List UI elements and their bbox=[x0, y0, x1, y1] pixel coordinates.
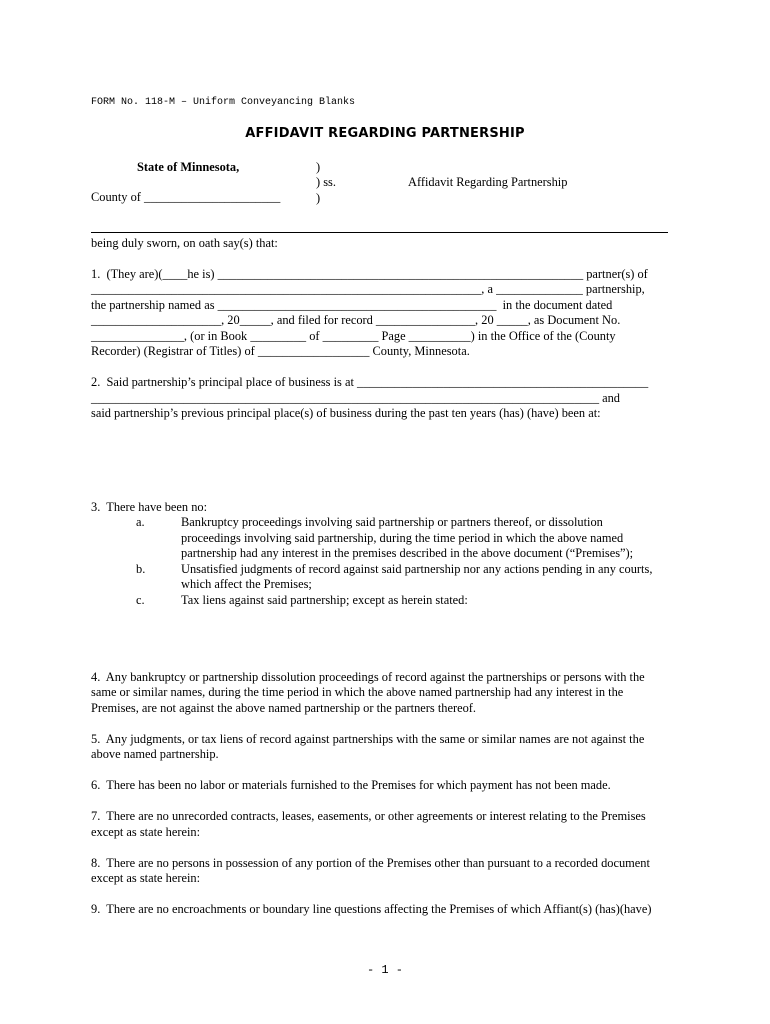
form-number-header: FORM No. 118-M – Uniform Conveyancing Blanks bbox=[91, 97, 356, 108]
para6-line1: 6. There has been no labor or materials furnished to the Premises for which payment has not been made. bbox=[91, 778, 611, 792]
para7-line1: 7. There are no unrecorded contracts, leases, easements, or other agreements or interest relating to the Premises bbox=[91, 809, 646, 823]
venue-paren-ss: ) ss. bbox=[316, 175, 336, 189]
para7-line2: except as state herein: bbox=[91, 825, 201, 839]
para2-line2[interactable]: __________________________________________________________________________________ and bbox=[91, 391, 621, 405]
affiant-name-line[interactable] bbox=[91, 232, 668, 233]
venue-county-field[interactable]: County of ______________________ bbox=[91, 190, 281, 204]
para1-line6[interactable]: Recorder) (Registrar of Titles) of __________________ County, Minnesota. bbox=[91, 344, 470, 358]
para3-item-b-letter: b. bbox=[136, 562, 146, 576]
para2-line1[interactable]: 2. Said partnership’s principal place of business is at _______________________________________________ bbox=[91, 375, 649, 389]
para8-line2: except as state herein: bbox=[91, 871, 201, 885]
para5-line1: 5. Any judgments, or tax liens of record against partnerships with the same or similar names are not against the bbox=[91, 732, 645, 746]
para3-item-b-line2: which affect the Premises; bbox=[181, 577, 312, 591]
page-number: - 1 - bbox=[366, 963, 403, 977]
sworn-statement: being duly sworn, on oath say(s) that: bbox=[91, 236, 278, 250]
para1-line1[interactable]: 1. (They are)(____he is) ___________________________________________________________ partner(s) of bbox=[91, 267, 648, 281]
para9-line1: 9. There are no encroachments or boundary line questions affecting the Premises of which Affiant(s) (has)(have) bbox=[91, 902, 652, 916]
para3-intro: 3. There have been no: bbox=[91, 500, 208, 514]
para1-line2[interactable]: _______________________________________________________________, a ______________ partnership, bbox=[91, 282, 645, 296]
para3-item-a-letter: a. bbox=[136, 515, 145, 529]
para5-line2: above named partnership. bbox=[91, 747, 219, 761]
para8-line1: 8. There are no persons in possession of any portion of the Premises other than pursuant to a recorded document bbox=[91, 856, 650, 870]
para2-line3: said partnership’s previous principal place(s) of business during the past ten years (has) (have) been at: bbox=[91, 406, 601, 420]
para3-item-a-line1: Bankruptcy proceedings involving said partnership or partners thereof, or dissolution bbox=[181, 515, 603, 529]
para4-line1: 4. Any bankruptcy or partnership dissolution proceedings of record against the partnerships or persons with the bbox=[91, 670, 645, 684]
venue-paren-1: ) bbox=[316, 160, 321, 174]
venue-paren-3: ) bbox=[316, 191, 321, 205]
para3-item-c-line1: Tax liens against said partnership; except as herein stated: bbox=[181, 593, 468, 607]
venue-state: State of Minnesota, bbox=[137, 160, 240, 174]
para4-line2: same or similar names, during the time period in which the above named partnership had any interest in the bbox=[91, 685, 624, 699]
document-title: AFFIDAVIT REGARDING PARTNERSHIP bbox=[245, 126, 525, 141]
para1-line4[interactable]: _____________________, 20_____, and filed for record ________________, 20 _____, as Document No. bbox=[91, 313, 621, 327]
para1-line3[interactable]: the partnership named as _____________________________________________ in the document dated bbox=[91, 298, 613, 312]
caption-document-name: Affidavit Regarding Partnership bbox=[408, 175, 568, 189]
para3-item-a-line2: proceedings involving said partnership, during the time period in which the above named bbox=[181, 531, 624, 545]
para3-item-c-letter: c. bbox=[136, 593, 145, 607]
para1-line5[interactable]: _______________, (or in Book _________ of _________ Page __________) in the Office of the (County bbox=[91, 329, 616, 343]
para3-item-b-line1: Unsatisfied judgments of record against said partnership nor any actions pending in any courts, bbox=[181, 562, 653, 576]
para3-item-a-line3: partnership had any interest in the premises described in the above document (“Premises”); bbox=[181, 546, 634, 560]
para4-line3: Premises, are not against the above named partnership or the partners thereof. bbox=[91, 701, 477, 715]
